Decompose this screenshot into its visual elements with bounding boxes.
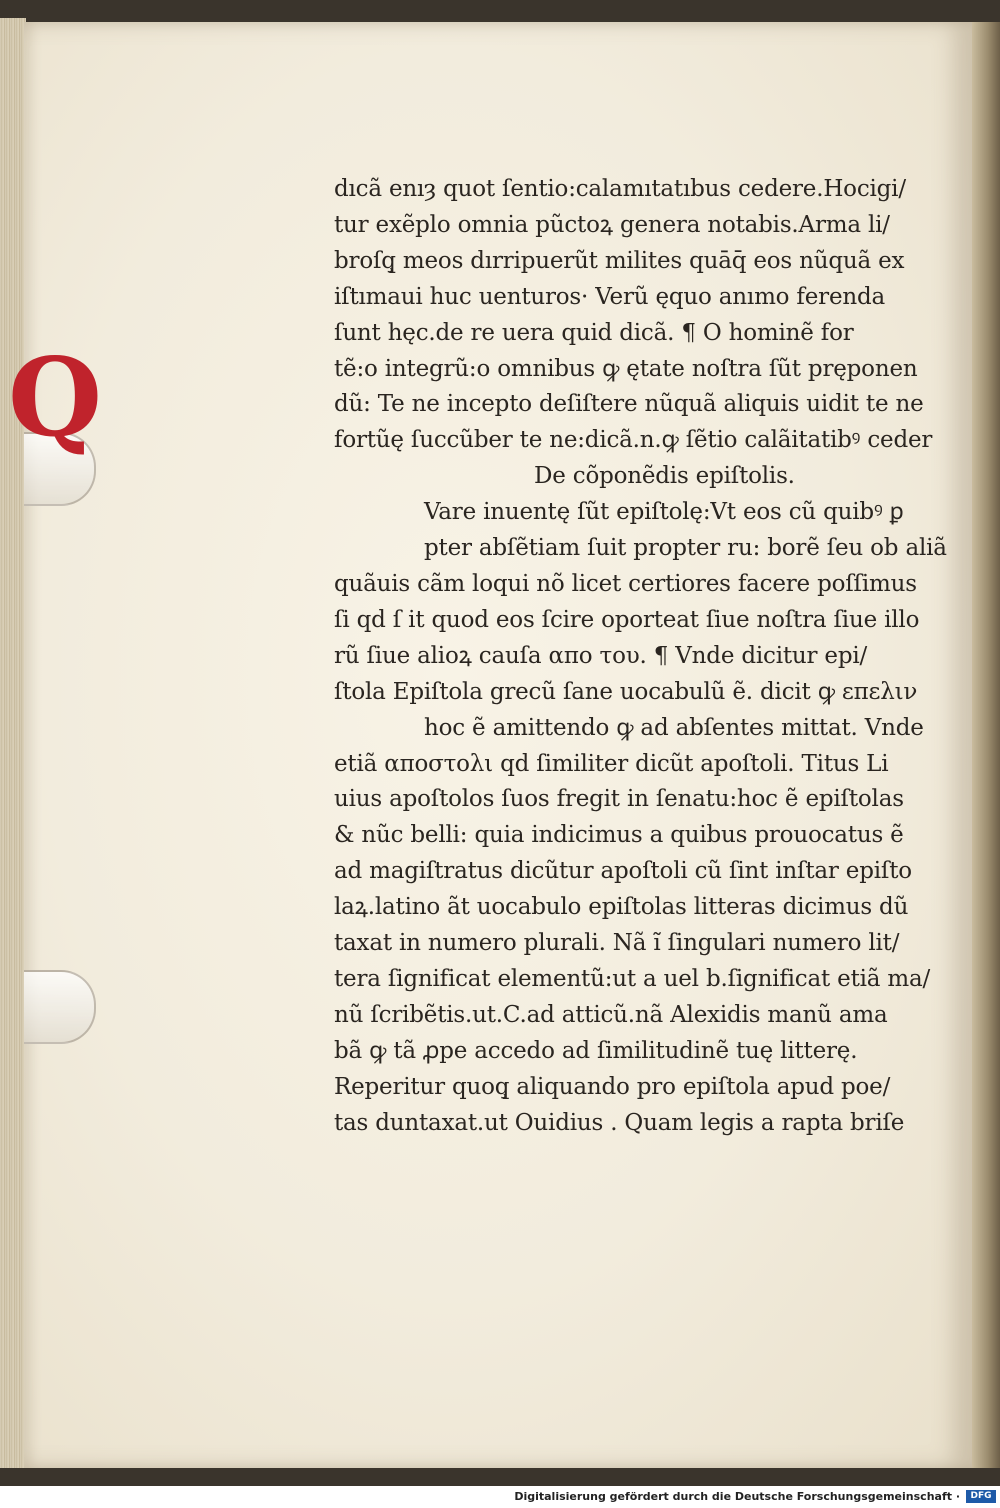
section-heading: De cõponẽdis epiſtolis.: [534, 463, 795, 490]
text-line: tur exẽplo omnia pũctoꝝ genera notabis.Arma li/: [334, 211, 890, 238]
rubricated-initial: Q: [8, 335, 103, 461]
dfg-logo: DFG: [966, 1490, 996, 1503]
text-line: nũ ſcribẽtis.ut.C.ad atticũ.nã Alexidis manũ ama: [334, 1001, 888, 1028]
book-edge-left: [0, 18, 26, 1468]
text-line: etiã αποστολι qd ſimiliter dicũt apoſtoli. Titus Li: [334, 750, 889, 777]
text-line: laꝝ.latino ãt uocabulo epiſtolas litteras dicimus dũ: [334, 894, 909, 921]
text-line: rũ ſiue alioꝝ cauſa απο του. ¶ Vnde dicitur epi/: [334, 642, 868, 669]
text-line: tas duntaxat.ut Ouidius . Quam legis a rapta briſe: [334, 1109, 905, 1136]
text-line: Vare inuentę ſũt epiſtolę:Vt eos cũ quibꝰ ꝑ: [424, 499, 904, 526]
text-line: taxat in numero plurali. Nã ĩ ſingulari numero lit/: [334, 930, 900, 957]
text-line: quãuis cãm loqui nõ licet certiores facere poſſimus: [334, 570, 917, 597]
text-line: dũ: Te ne incepto deſiſtere nũquã aliquis uidit te ne: [334, 391, 924, 418]
text-line: bã ꝙ tã ꝓpe accedo ad ſimilitudinẽ tuę litterę.: [334, 1037, 858, 1064]
text-line: fortũę ſuccũber te ne:dicã.n.ꝙ ſẽtio calãitatibꝰ ceder: [334, 427, 933, 454]
funding-credit: Digitalisierung gefördert durch die Deutsche Forschungsgemeinschaft ·: [514, 1490, 960, 1503]
book-page: [8, 22, 972, 1468]
text-line: broſq̧ meos dırripuerũt milites quāq̄ eos nũquã ex: [334, 247, 905, 274]
text-line: Reperitur quoq̧ aliquando pro epiſtola apud poe/: [334, 1073, 891, 1100]
text-line: dıcã enıȝ quot ſentio:calamıtatıbus cedere.Hocigi/: [334, 176, 906, 202]
text-line: ſi qd ſ it quod eos ſcire oporteat ſiue noſtra ſiue illo: [334, 606, 920, 633]
text-line: tera ſignificat elementũ:ut a uel b.ſignificat etiã ma/: [334, 965, 931, 992]
text-block: [334, 172, 964, 1141]
text-line: & nũc belli: quia indicimus a quibus prouocatus ẽ: [334, 822, 904, 849]
text-line: ad magiſtratus dicũtur apoſtoli cũ ſint inſtar epiſto: [334, 858, 912, 885]
page-clip-lower: [24, 970, 96, 1044]
text-line: uius apoſtolos ſuos fregit in ſenatu:hoc ẽ epiſtolas: [334, 786, 904, 813]
book-gutter: [970, 22, 1000, 1468]
text-line: iſtımaui huc uenturos· Verũ ęquo anımo ferenda: [334, 283, 886, 310]
text-line: ſunt hęc.de re uera quid dicã. ¶ O hominẽ for: [334, 319, 854, 346]
text-line: pter abſẽtiam ſuit propter ru: borẽ ſeu ob aliã: [424, 535, 947, 562]
text-line: tẽ:o integrũ:o omnibus ꝙ ętate noſtra ſũt pręponen: [334, 355, 918, 382]
footer-bar: [0, 1486, 1000, 1508]
text-line: ſtola Epiſtola grecũ ſane uocabulũ ẽ. dicit ꝙ επελιν: [334, 678, 918, 705]
text-line: hoc ẽ amittendo ꝙ ad abſentes mittat. Vnde: [424, 714, 924, 741]
